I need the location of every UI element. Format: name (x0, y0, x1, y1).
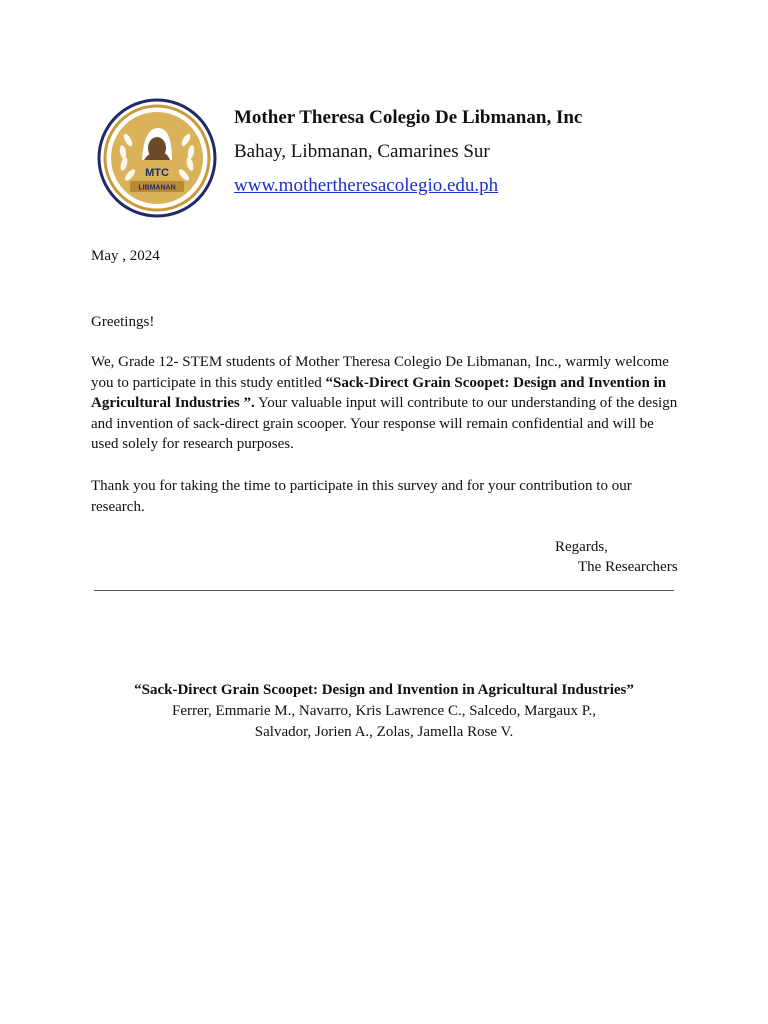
body-rest-text: Your valuable input will contribute to our understanding of the design and invention of sack-direct grain scooper. Your response will remain confidential and will be used solely for research purposes. (91, 395, 678, 452)
svg-text:MTC: MTC (145, 167, 169, 179)
school-website-link[interactable]: www.mothertheresacolegio.edu.ph (234, 175, 499, 196)
school-name: Mother Theresa Colegio De Libmanan, Inc (234, 107, 583, 128)
study-title-text: “Sack-Direct Grain Scoopet: Design and Invention in Agricultural Industries ”. (91, 374, 667, 411)
school-seal-icon (92, 98, 222, 218)
letter-date: May , 2024 (91, 248, 160, 264)
letterhead (234, 106, 582, 198)
letter-closing: Regards, (555, 539, 608, 555)
letter-thanks-paragraph: Thank you for taking the time to participate in this survey and for your contribution to our research. (91, 478, 632, 515)
research-footer (0, 680, 768, 743)
research-title: “Sack-Direct Grain Scoopet: Design and Invention in Agricultural Industries” (134, 682, 634, 698)
authors-line-2: Salvador, Jorien A., Zolas, Jamella Rose V. (254, 724, 514, 740)
school-logo (92, 98, 222, 218)
svg-text:LIBMANAN: LIBMANAN (138, 184, 176, 192)
letter-signature: The Researchers (578, 559, 678, 575)
authors-line-1: Ferrer, Emmarie M., Navarro, Kris Lawrence C., Salcedo, Margaux P., (172, 703, 596, 719)
letter-greeting: Greetings! (91, 314, 155, 330)
divider-line (94, 590, 674, 591)
body-intro-text: We, Grade 12- STEM students of Mother Theresa Colegio De Libmanan, Inc., warmly welcome you to participate in this study entitled (91, 354, 669, 391)
letter-body-paragraph (91, 352, 683, 455)
school-address: Bahay, Libmanan, Camarines Sur (234, 141, 490, 162)
